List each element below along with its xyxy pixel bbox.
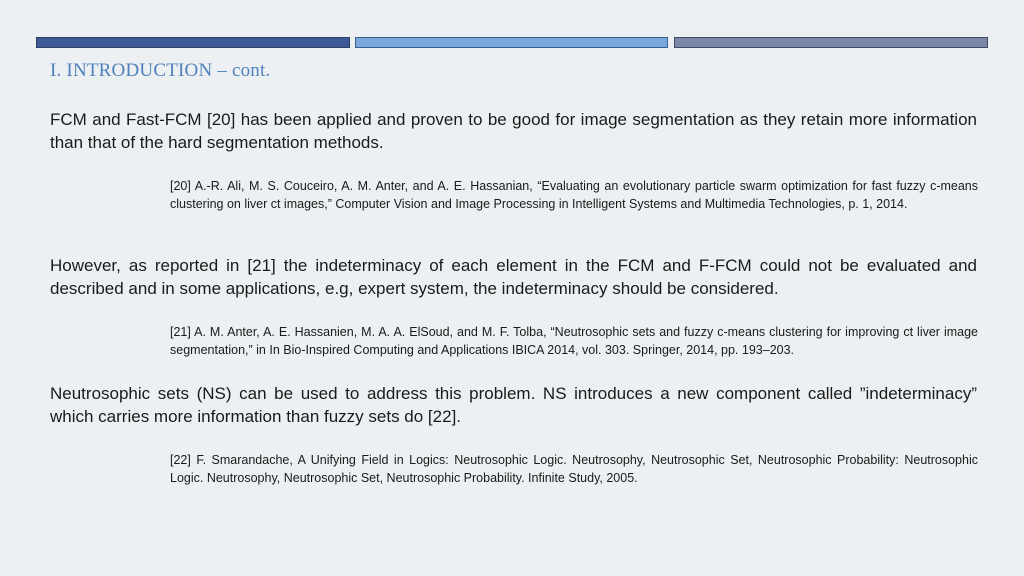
- reference-20: [20] A.-R. Ali, M. S. Couceiro, A. M. Anter, and A. E. Hassanian, “Evaluating an evolutionary particle swarm optimization for fast fuzzy c-means clustering on liver ct images,” Computer Vision and Image Processing in Intelligent Systems and Multimedia Technologies, p. 1, 2014.: [170, 179, 978, 211]
- slide-title: I. INTRODUCTION – cont.: [50, 60, 271, 81]
- header-accent-bars: [36, 37, 988, 48]
- paragraph-indeterminacy: However, as reported in [21] the indeterminacy of each element in the FCM and F-FCM could not be evaluated and described and in some applications, e.g, expert system, the indeterminacy should be considered.: [50, 256, 977, 298]
- paragraph-fcm: FCM and Fast-FCM [20] has been applied and proven to be good for image segmentation as they retain more information than that of the hard segmentation methods.: [50, 110, 977, 152]
- accent-bar-gray: [674, 37, 988, 48]
- accent-bar-light: [355, 37, 668, 48]
- reference-22: [22] F. Smarandache, A Unifying Field in Logics: Neutrosophic Logic. Neutrosophy, Neutrosophic Set, Neutrosophic Probability: Neutrosophic Logic. Neutrosophy, Neutrosophic Set, Neutrosophic Probability. Infinite Study, 2005.: [170, 453, 978, 485]
- reference-21: [21] A. M. Anter, A. E. Hassanien, M. A. A. ElSoud, and M. F. Tolba, “Neutrosophic sets and fuzzy c-means clustering for improving ct liver image segmentation,” in In Bio-Inspired Computing and Applications IBICA 2014, vol. 303. Springer, 2014, pp. 193–203.: [170, 325, 978, 357]
- paragraph-neutrosophic: Neutrosophic sets (NS) can be used to address this problem. NS introduces a new component called ”indeterminacy” which carries more information than fuzzy sets do [22].: [50, 384, 977, 426]
- accent-bar-dark: [36, 37, 350, 48]
